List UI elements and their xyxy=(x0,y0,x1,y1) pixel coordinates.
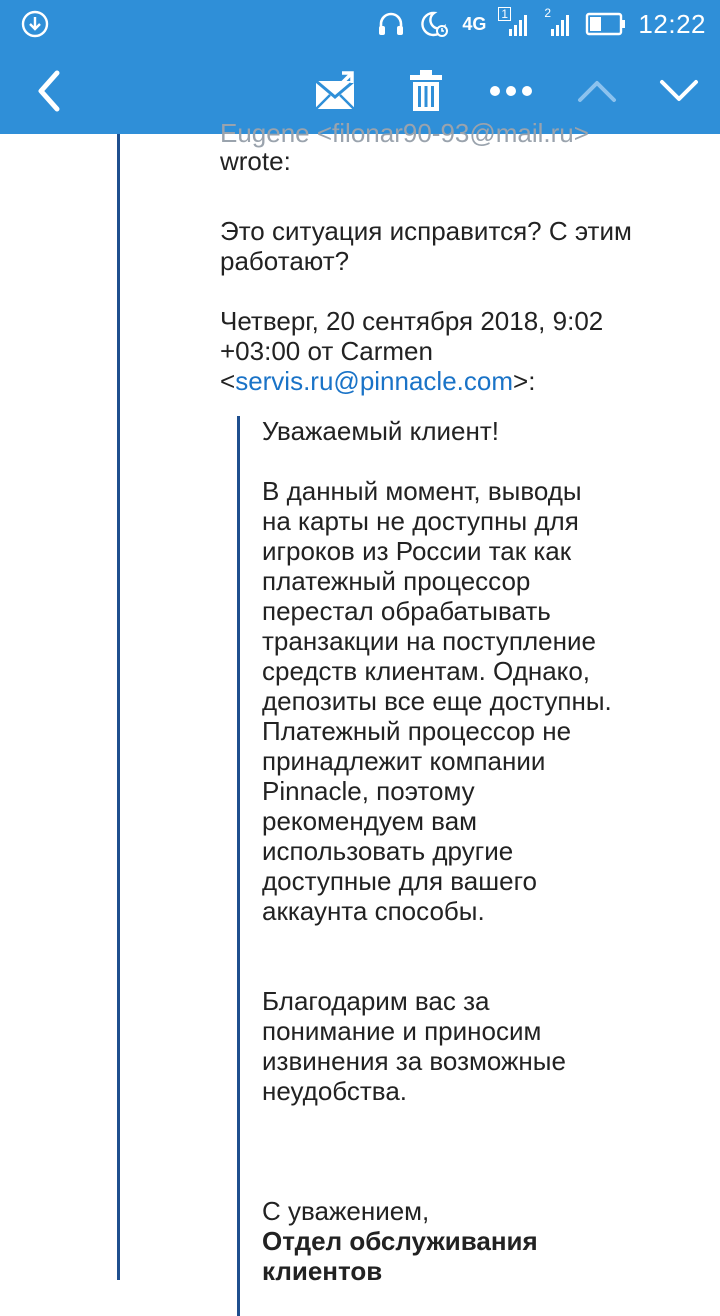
body-line: Pinnacle, поэтому xyxy=(262,776,475,806)
body-line: депозиты все еще доступны. xyxy=(262,686,612,716)
body-line: доступные для вашего xyxy=(262,866,537,896)
bracket-close: >: xyxy=(513,366,536,396)
chevron-left-icon xyxy=(33,69,63,113)
body-line: аккаунта способы. xyxy=(262,896,485,926)
trash-icon xyxy=(408,70,444,112)
thanks-line: неудобства. xyxy=(262,1076,408,1106)
body-line: средств клиентам. Однако, xyxy=(262,656,591,686)
bracket-open: < xyxy=(220,366,236,396)
body-line: использовать другие xyxy=(262,836,514,866)
network-type: 4G xyxy=(462,13,487,34)
status-bar xyxy=(0,0,720,48)
sim2-label: 2 xyxy=(544,6,552,20)
body-line: транзакции на поступление xyxy=(262,626,596,656)
body-line: игроков из России так как xyxy=(262,536,572,566)
email-body xyxy=(0,118,720,1286)
greeting: Уважаемый клиент! xyxy=(262,416,499,446)
quote-header-line: +03:00 от Carmen xyxy=(220,336,433,366)
chevron-up-icon xyxy=(577,78,617,104)
inner-quote-rule xyxy=(237,416,240,1316)
body-line: перестал обрабатывать xyxy=(262,596,551,626)
sim2-signal-icon xyxy=(544,6,574,39)
quote-sender-line xyxy=(220,366,535,396)
department-line: клиентов xyxy=(262,1256,383,1286)
question-line: работают? xyxy=(220,246,350,276)
mail-move-icon xyxy=(312,71,360,111)
thanks-line: извинения за возможные xyxy=(262,1046,566,1076)
clock: 12:22 xyxy=(638,8,706,39)
sim1-signal-icon xyxy=(498,9,532,39)
cut-header-line: Eugene <filonar90-93@mail.ru> xyxy=(220,118,589,148)
sim1-label: 1 xyxy=(498,7,511,21)
next-message-button[interactable] xyxy=(654,48,704,134)
do-not-disturb-moon-icon xyxy=(418,9,450,39)
thanks-line: Благодарим вас за xyxy=(262,986,490,1016)
outer-quote-rule xyxy=(117,134,120,1280)
back-button[interactable] xyxy=(20,48,76,134)
department-line: Отдел обслуживания xyxy=(262,1226,538,1256)
body-line: В данный момент, выводы xyxy=(262,476,582,506)
chevron-down-icon xyxy=(659,78,699,104)
body-line: Платежный процессор не xyxy=(262,716,572,746)
battery-icon xyxy=(586,12,626,36)
quote-header-line: Четверг, 20 сентября 2018, 9:02 xyxy=(220,306,604,336)
more-dots-icon xyxy=(489,85,533,97)
wrote-label: wrote: xyxy=(220,146,291,176)
body-line: принадлежит компании xyxy=(262,746,546,776)
question-line: Это ситуация исправится? С этим xyxy=(220,216,632,246)
body-line: платежный процессор xyxy=(262,566,531,596)
signoff: С уважением, xyxy=(262,1196,430,1226)
sender-email-link[interactable]: servis.ru@pinnacle.com xyxy=(235,366,514,396)
download-icon xyxy=(20,9,50,39)
thanks-line: понимание и приносим xyxy=(262,1016,542,1046)
body-line: рекомендуем вам xyxy=(262,806,478,836)
body-line: на карты не доступны для xyxy=(262,506,579,536)
headphones-icon xyxy=(376,9,406,39)
